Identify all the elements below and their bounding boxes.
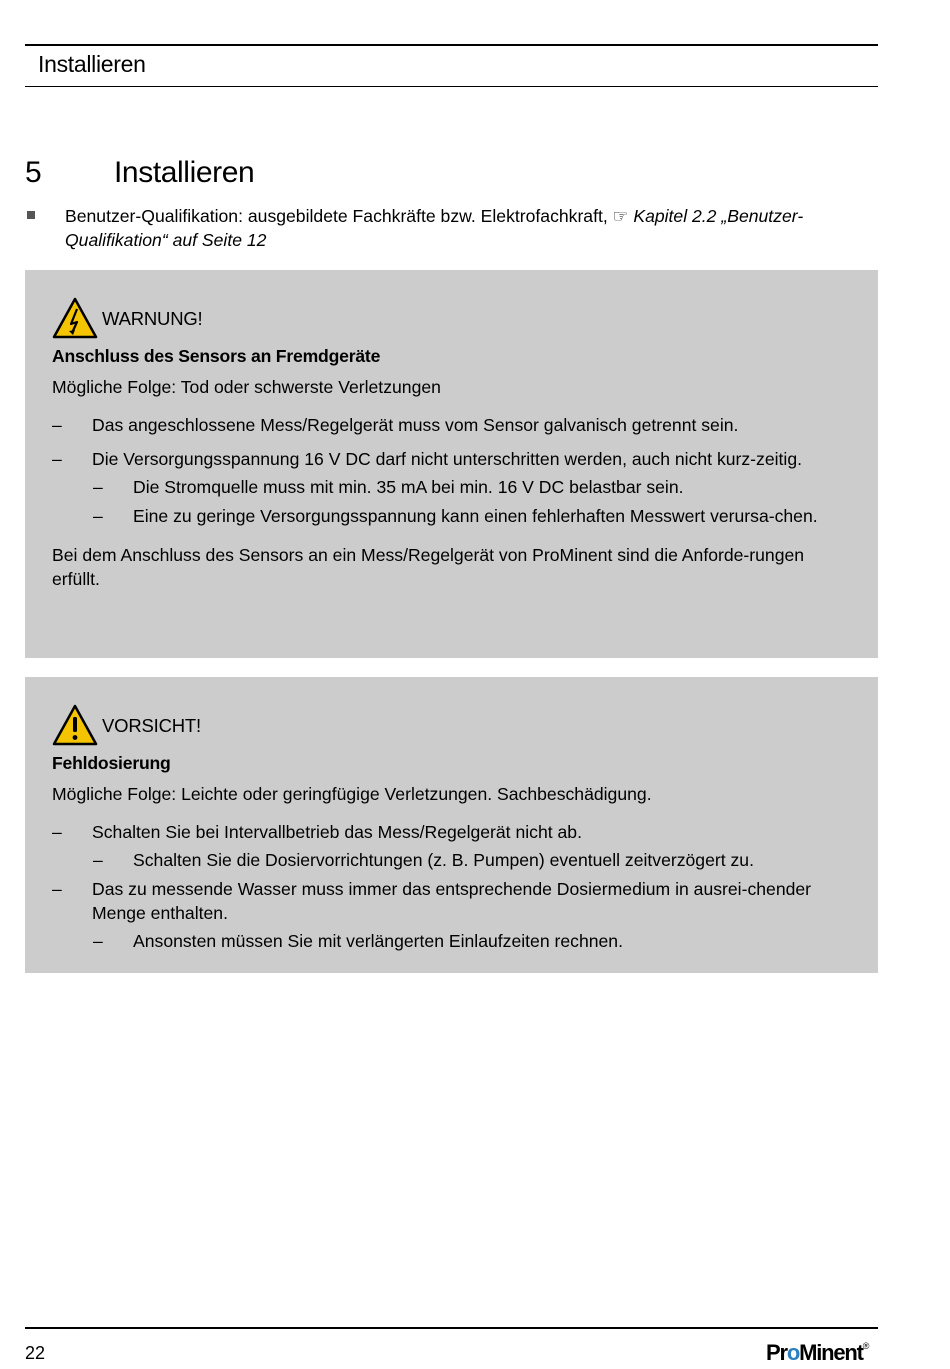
qualification-text [65,204,885,252]
list-item [52,447,848,471]
prominent-logo [766,1340,869,1366]
dash-bullet: – [93,477,103,497]
warning-signal-word: WARNUNG! [102,308,203,329]
caution-signal-word: VORSICHT! [102,715,201,736]
warning-note: Bei dem Anschluss des Sensors an ein Mess/Regelgerät von ProMinent sind die Anforde-rungen erfüllt. [52,545,805,589]
sub-list-item [52,475,848,499]
cross-reference-link[interactable]: Kapitel 2.2 „Benutzer-Qualifikation“ auf Seite 12 [65,206,804,250]
dash-bullet: – [52,415,62,435]
logo-part: Pr [766,1340,787,1365]
running-header: Installieren [38,51,146,77]
logo-part: o [786,1340,800,1365]
chapter-title: Installieren [114,156,255,189]
sub-list-item [52,929,848,953]
registered-mark: ® [862,1341,870,1351]
dash-bullet: – [93,850,103,870]
electric-hazard-icon [52,297,98,339]
warning-consequence: Mögliche Folge: Tod oder schwerste Verletzungen [52,377,441,397]
page-number: 22 [25,1343,46,1363]
dash-bullet: – [93,931,103,951]
warning-signal-row [52,296,848,340]
caution-signal-row [52,703,848,747]
footer-rule [25,1327,878,1329]
dash-bullet: – [52,879,62,899]
chapter-number: 5 [25,156,42,189]
dash-bullet: – [52,822,62,842]
qualification-item [25,204,885,252]
exclamation-warning-icon [52,704,98,746]
sub-list-item [52,504,848,528]
list-item-text: Schalten Sie bei Intervallbetrieb das Mess/Regelgerät nicht ab. [92,822,582,842]
list-item-text: Schalten Sie die Dosiervorrichtungen (z. B. Pumpen) eventuell zeitverzögert zu. [133,850,754,870]
square-bullet-icon [27,211,35,219]
list-item-text: Die Versorgungsspannung 16 V DC darf nicht unterschritten werden, auch nicht kurz-zeitig. [92,449,802,469]
list-item [52,877,848,925]
warning-title: Anschluss des Sensors an Fremdgeräte [52,346,381,366]
list-item [52,820,848,844]
list-item [52,413,848,437]
list-item-text: Ansonsten müssen Sie mit verlängerten Einlaufzeiten rechnen. [133,931,623,951]
warning-box [25,270,878,658]
list-item-text: Das zu messende Wasser muss immer das entsprechende Dosiermedium in ausrei-chender Menge enthalten. [92,879,812,923]
cross-reference-icon: ☞ [612,206,629,226]
list-item-text: Das angeschlossene Mess/Regelgerät muss vom Sensor galvanisch getrennt sein. [92,415,739,435]
list-item-text: Die Stromquelle muss mit min. 35 mA bei min. 16 V DC belastbar sein. [133,477,684,497]
sub-list-item [52,848,848,872]
caution-box [25,677,878,973]
dash-bullet: – [52,449,62,469]
list-item-text: Eine zu geringe Versorgungsspannung kann einen fehlerhaften Messwert verursa-chen. [133,506,818,526]
dash-bullet: – [93,506,103,526]
header-bottom-rule [25,86,878,87]
logo-part: Minent [799,1340,863,1365]
header-top-rule [25,44,878,46]
caution-consequence: Mögliche Folge: Leichte oder geringfügige Verletzungen. Sachbeschädigung. [52,784,652,804]
qualification-label: Benutzer-Qualifikation: ausgebildete Fachkräfte bzw. Elektrofachkraft, [65,206,608,226]
caution-title: Fehldosierung [52,753,171,773]
